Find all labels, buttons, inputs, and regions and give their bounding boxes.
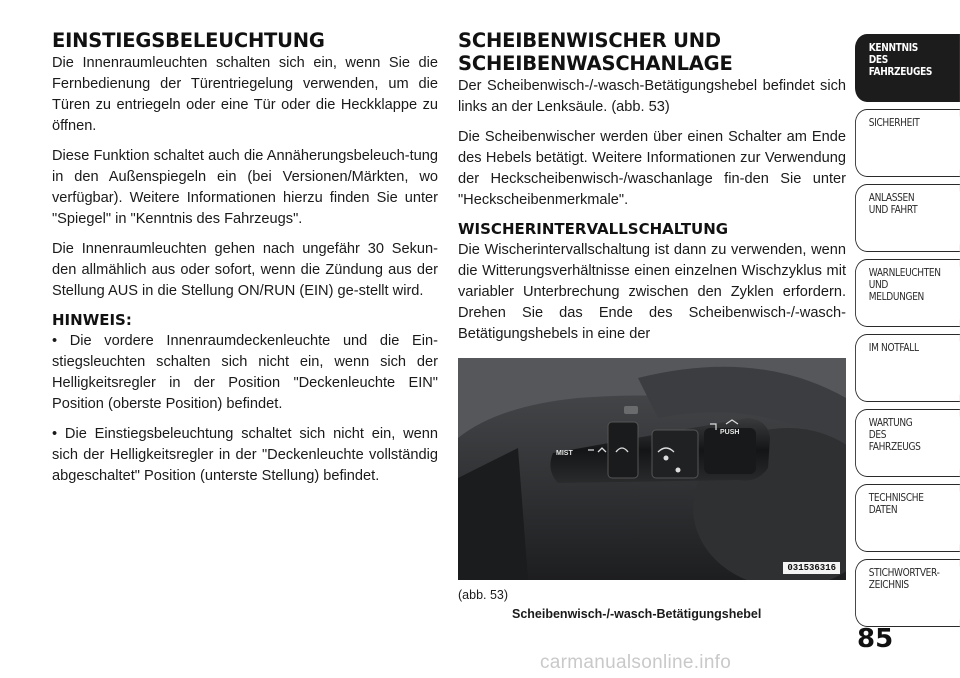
paragraph: Die Wischerintervallschaltung ist dann zu verwenden, wenn die Witterungsverhältnisse einen einzelnen Wischzyklus mit variabler Unterbrechung zwischen den Zyklen erfordern. Drehen Sie das Ende des Scheibenwisch-/-wasch-Betätigungshebels in eine der [458, 242, 846, 342]
chapter-tabs [855, 34, 960, 634]
tab-label: WARNLEUCHTEN UND MELDUNGEN [868, 267, 941, 303]
tab-stichwortverzeichnis[interactable] [855, 559, 960, 627]
wiper-lever-illustration [458, 358, 846, 580]
note-heading: HINWEIS: [52, 311, 132, 329]
lever-label-push: PUSH [720, 429, 740, 436]
watermark: carmanualsonline.info [540, 652, 732, 673]
page-number: 85 [857, 624, 894, 654]
paragraph: Diese Funktion schaltet auch die Annäherungsbeleuch-tung in den Außenspiegeln ein (bei Versionen/Märkten, wo verfügbar). Weitere Informationen hierzu finden Sie unter "Spiegel" in "Kenntnis des Fahrzeugs". [52, 148, 438, 227]
paragraph: Der Scheibenwisch-/-wasch-Betätigungshebel befindet sich links an der Lenksäule. (abb. 53) [458, 78, 846, 115]
right-column [458, 30, 846, 354]
tab-kenntnis-des-fahrzeuges[interactable] [855, 34, 960, 102]
left-column [52, 30, 438, 496]
figure-caption: Scheibenwisch-/-wasch-Betätigungshebel [512, 607, 762, 621]
tab-label: ANLASSEN UND FAHRT [868, 192, 918, 216]
note-bullet: • Die Einstiegsbeleuchtung schaltet sich nicht ein, wenn sich der Helligkeitsregler in der "Deckenleuchte vollständig abgeschaltet" Position (unterste Stellung) befindet. [52, 426, 438, 484]
tab-sicherheit[interactable] [855, 109, 960, 177]
tab-label: TECHNISCHE DATEN [868, 492, 924, 516]
paragraph: Die Innenraumleuchten schalten sich ein, wenn Sie die Fernbedienung der Türentriegelung verwenden, um die Türen zu entriegeln oder eine Tür oder die Heckklappe zu öffnen. [52, 55, 438, 134]
section-title-einstiegsbeleuchtung: EINSTIEGSBELEUCHTUNG [52, 29, 325, 52]
note-bullet: • Die vordere Innenraumdeckenleuchte und die Ein-stiegsleuchten schalten sich nicht ein, wenn sich der Helligkeitsregler in der Position "Deckenleuchte EIN" Position (oberste Position) befindet. [52, 333, 438, 412]
tab-wartung-des-fahrzeugs[interactable] [855, 409, 960, 477]
tab-label: STICHWORTVER- ZEICHNIS [868, 567, 940, 591]
lever-label-mist: MIST [556, 450, 573, 457]
tab-technische-daten[interactable] [855, 484, 960, 552]
tab-im-notfall[interactable] [855, 334, 960, 402]
tab-warnleuchten-und-meldungen[interactable] [855, 259, 960, 327]
section-title-line2: SCHEIBENWASCHANLAGE [458, 52, 733, 75]
tab-anlassen-und-fahrt[interactable] [855, 184, 960, 252]
figure-reference: (abb. 53) [458, 588, 509, 602]
tab-label: KENNTNIS DES FAHRZEUGES [868, 42, 933, 78]
paragraph: Die Innenraumleuchten gehen nach ungefähr 30 Sekun-den allmählich aus oder sofort, wenn die Zündung aus der Stellung AUS in die Stellung ON/RUN (EIN) ge-stellt wird. [52, 241, 438, 299]
paragraph: Die Scheibenwischer werden über einen Schalter am Ende des Hebels betätigt. Weitere Informationen zur Verwendung der Heckscheibenwisch-/waschanlage fin-den Sie unter "Heckscheibenmerkmale". [458, 129, 846, 208]
tab-label: SICHERHEIT [868, 117, 920, 129]
section-title-line1: SCHEIBENWISCHER UND [458, 29, 721, 52]
tab-label: WARTUNG DES FAHRZEUGS [868, 417, 921, 453]
subsection-title: WISCHERINTERVALLSCHALTUNG [458, 220, 729, 238]
tab-label: IM NOTFALL [868, 342, 919, 354]
wiper-lever-photo [458, 358, 846, 580]
figure-code: 031536316 [783, 562, 840, 574]
